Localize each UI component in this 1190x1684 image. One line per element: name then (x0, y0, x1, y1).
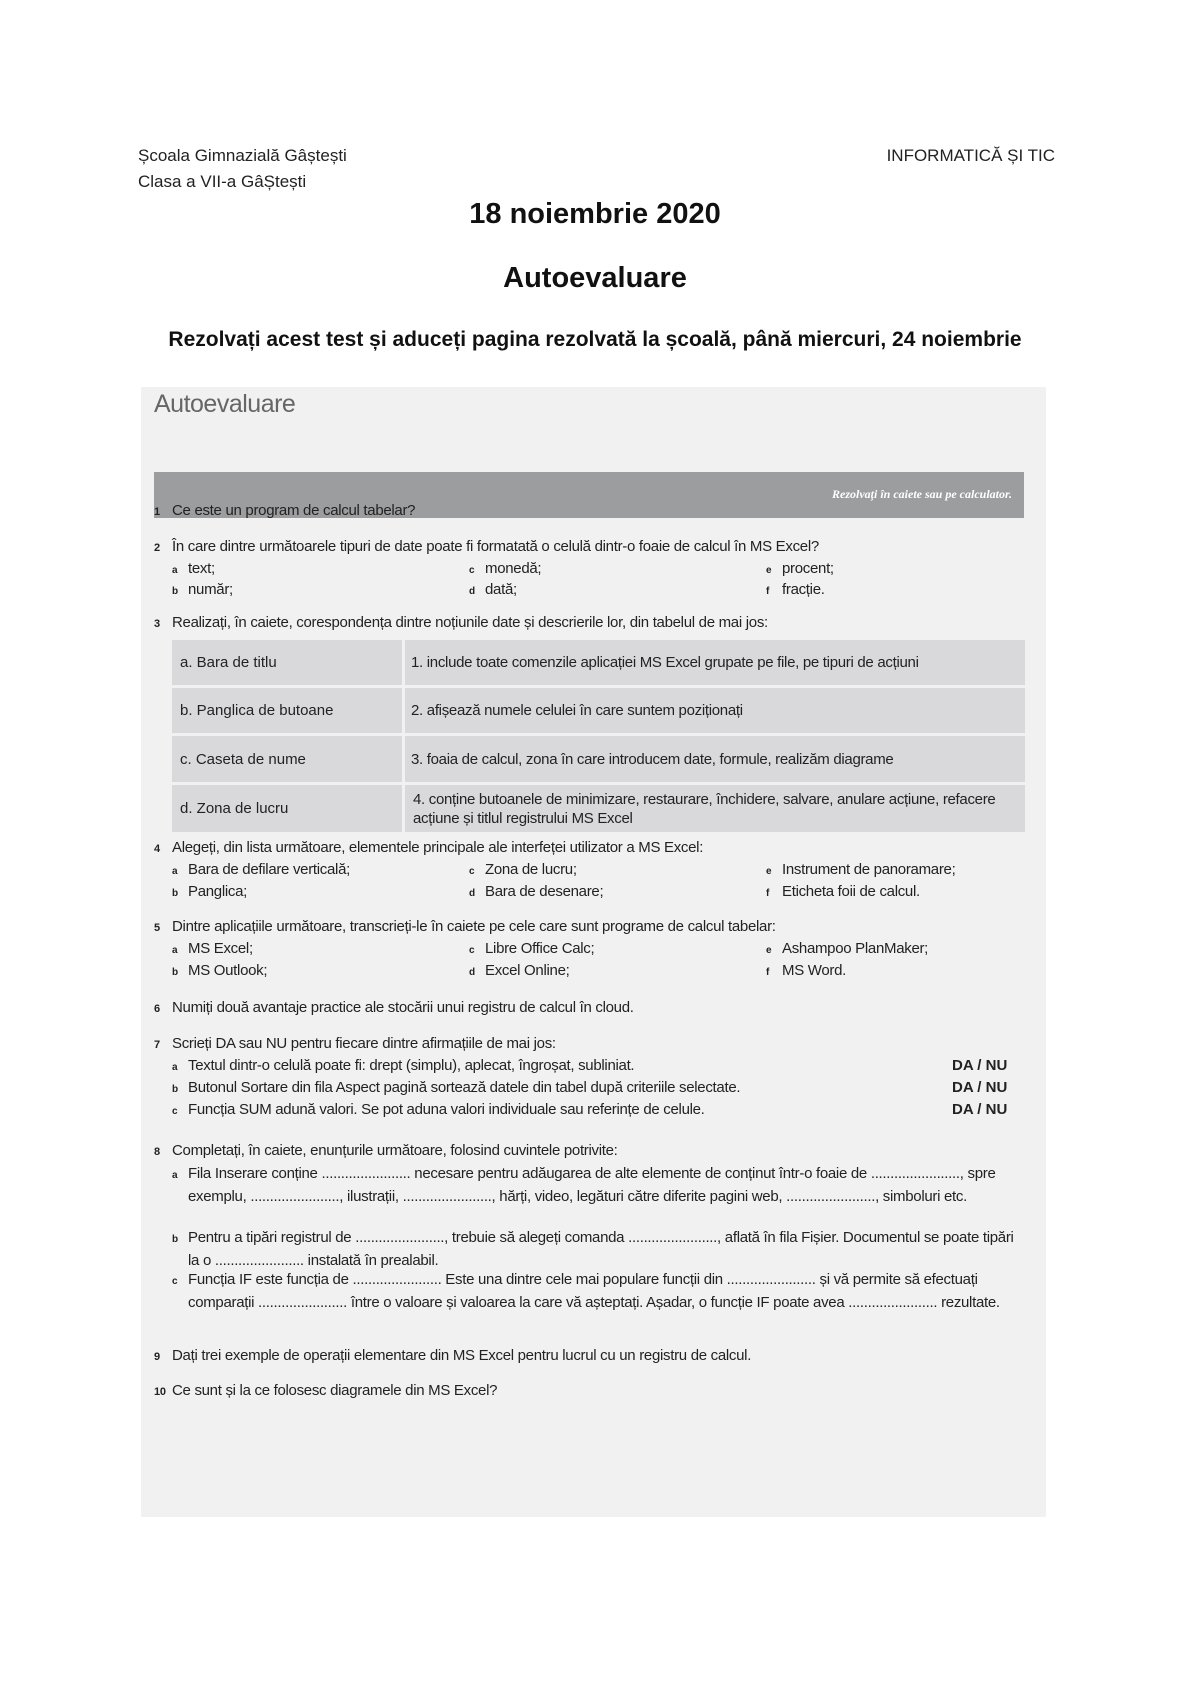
school-name: Școala Gimnazială Gâștești (138, 146, 347, 165)
class-name: Clasa a VII-a GâȘtești (138, 172, 307, 191)
question-4 (154, 839, 703, 856)
question-text: Ce este un program de calcul tabelar? (172, 502, 416, 519)
question-2 (154, 538, 819, 555)
matching-table (172, 640, 1025, 835)
option: f MS Word. (766, 962, 847, 979)
option: f Eticheta foii de calcul. (766, 883, 920, 900)
fill-in-item: b Pentru a tipări registrul de ......................., trebuie să alegeți comanda ......................., aflată în fila Fișier. Documentul se poate tipări la o ....................... instalată în prealabil. (172, 1229, 1014, 1269)
answer-choice: DA / NU (952, 1079, 1008, 1096)
option: e Ashampoo PlanMaker; (766, 940, 929, 957)
option: f fracție. (766, 581, 825, 598)
statement: c Funcția SUM adună valori. Se pot aduna valori individuale sau referințe de celule. (172, 1101, 705, 1118)
statement: b Butonul Sortare din fila Aspect pagină sortează datele din tabel după criteriile selectate. (172, 1079, 741, 1096)
question-text: Dați trei exemple de operații elementare din MS Excel pentru lucrul cu un registru de calcul. (172, 1347, 752, 1364)
question-number: 9 (154, 1351, 160, 1363)
option: e Instrument de panoramare; (766, 861, 956, 878)
fill-in-item: a Fila Inserare conține ....................... necesare pentru adăugarea de alte elemente de conținut într-o foaie de ......................., spre exemplu, ......................., ilustrații, ......................., hărți, video, legături către diferite pagini web, ......................., simboluri etc. (172, 1165, 996, 1205)
question-7 (154, 1035, 556, 1052)
question-number: 2 (154, 542, 160, 554)
option: d Excel Online; (469, 962, 570, 979)
question-number: 8 (154, 1146, 160, 1158)
question-3 (154, 614, 768, 631)
worksheet-panel (141, 387, 1046, 1517)
table-cell: 4. conține butoanele de minimizare, restaurare, închidere, salvare, anulare acțiune, refacere acțiune și titlul registrului MS Excel (405, 785, 1025, 832)
table-cell: 1. include toate comenzile aplicației MS Excel grupate pe file, pe tipuri de acțiuni (405, 640, 1025, 685)
table-row (172, 688, 1025, 733)
question-1 (154, 502, 415, 519)
question-number: 5 (154, 922, 160, 934)
table-cell: b. Panglica de butoane (172, 688, 402, 733)
option: a MS Excel; (172, 940, 253, 957)
question-number: 4 (154, 843, 160, 855)
question-text: Ce sunt și la ce folosesc diagramele din MS Excel? (172, 1382, 498, 1399)
banner-text: Rezolvați în caiete sau pe calculator. (832, 487, 1012, 501)
question-number: 1 (154, 506, 160, 518)
question-number: 6 (154, 1003, 160, 1015)
option: a Bara de defilare verticală; (172, 861, 350, 878)
option: c Zona de lucru; (469, 861, 577, 878)
table-cell: d. Zona de lucru (172, 785, 402, 832)
option: e procent; (766, 560, 834, 577)
table-cell: c. Caseta de nume (172, 736, 402, 782)
question-text: Alegeți, din lista următoare, elementele principale ale interfeței utilizator a MS Excel: (172, 839, 704, 856)
option: b MS Outlook; (172, 962, 268, 979)
option: c Libre Office Calc; (469, 940, 595, 957)
question-text: Completați, în caiete, enunțurile următoare, folosind cuvintele potrivite: (172, 1142, 618, 1159)
document-title: Autoevaluare (503, 262, 687, 294)
question-8 (154, 1142, 618, 1159)
option: b Panglica; (172, 883, 248, 900)
question-number: 10 (154, 1386, 166, 1398)
question-text: Dintre aplicațiile următoare, transcrieți-le în caiete pe cele care sunt programe de calcul tabelar: (172, 918, 776, 935)
statement: a Textul dintr-o celulă poate fi: drept (simplu), aplecat, îngroșat, subliniat. (172, 1057, 635, 1074)
option: d dată; (469, 581, 517, 598)
table-cell: a. Bara de titlu (172, 640, 402, 685)
question-6 (154, 999, 634, 1016)
subject: INFORMATICĂ ȘI TIC (886, 146, 1055, 165)
question-5 (154, 918, 776, 935)
question-9 (154, 1347, 751, 1364)
question-text: Realizați, în caiete, corespondența dintre noțiunile date și descrierile lor, din tabelul de mai jos: (172, 614, 768, 631)
option: c monedă; (469, 560, 542, 577)
question-text: În care dintre următoarele tipuri de date poate fi formatată o celulă dintr-o foaie de calcul în MS Excel? (172, 538, 819, 555)
header-left (138, 143, 347, 195)
document-date: 18 noiembrie 2020 (469, 198, 721, 230)
table-row (172, 785, 1025, 832)
table-row (172, 640, 1025, 685)
answer-choice: DA / NU (952, 1057, 1008, 1074)
option: a text; (172, 560, 215, 577)
question-number: 3 (154, 618, 160, 630)
table-row (172, 736, 1025, 782)
instruction: Rezolvați acest test și aduceți pagina rezolvată la școală, până miercuri, 24 noiembrie (168, 328, 1022, 351)
panel-title: Autoevaluare (154, 390, 296, 418)
fill-in-item: c Funcția IF este funcția de ....................... Este una dintre cele mai populare funcții din ....................... și vă permite să efectuați comparații ....................... între o valoare și valoarea la care vă așteptați. Așadar, o funcție IF poate avea ....................... rezultate. (172, 1271, 1000, 1311)
table-cell: 3. foaia de calcul, zona în care introducem date, formule, realizăm diagrame (405, 736, 1025, 782)
answer-choice: DA / NU (952, 1101, 1008, 1118)
option: b număr; (172, 581, 233, 598)
question-text: Numiți două avantaje practice ale stocării unui registru de calcul în cloud. (172, 999, 634, 1016)
table-cell: 2. afișează numele celulei în care suntem poziționați (405, 688, 1025, 733)
question-number: 7 (154, 1039, 160, 1051)
question-10 (154, 1382, 497, 1399)
option: d Bara de desenare; (469, 883, 604, 900)
question-text: Scrieți DA sau NU pentru fiecare dintre afirmațiile de mai jos: (172, 1035, 556, 1052)
